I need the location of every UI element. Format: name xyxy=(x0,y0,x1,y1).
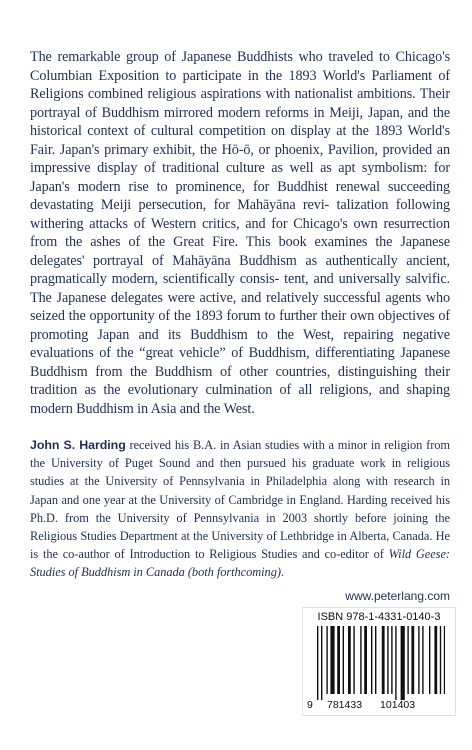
barcode-bar xyxy=(401,626,405,700)
barcode-bar xyxy=(411,626,414,694)
barcode-image xyxy=(313,626,445,700)
author-bio-italic: Wild Geese: Studies of Buddhism in Canada (both forthcoming) xyxy=(30,547,450,580)
barcode-bar xyxy=(407,626,408,694)
barcode-bar xyxy=(353,626,354,694)
barcode-digit-first: 9 xyxy=(307,699,313,711)
barcode-block xyxy=(302,607,456,716)
barcode-bar xyxy=(382,626,385,694)
barcode-bar xyxy=(360,626,361,694)
barcode-bar xyxy=(330,626,334,694)
barcode-bar xyxy=(391,626,392,694)
barcode-bar xyxy=(440,626,441,694)
barcode-bar xyxy=(343,626,344,694)
barcode-bar xyxy=(375,626,376,694)
barcode-bar xyxy=(317,626,318,700)
barcode-bar xyxy=(337,626,340,694)
author-bio-text: received his B.A. in Asian studies with a minor in religion from the University of Puget Sound and then pursued his graduate work in religious studies at the University of Pennsylvania in Philadelphia along with research in Japan and one year at the University of Cambridge in England. Harding received his Ph.D. from the University of Pennsylvania in 2003 shortly before joining the Religious Studies Department at the University of Lethbridge in Alberta, Canada. He is the co-author of Introduction to Religious Studies and co-editor of xyxy=(30,438,451,562)
barcode-bar xyxy=(422,626,423,694)
publisher-url[interactable]: www.peterlang.com xyxy=(345,589,450,603)
barcode-bar xyxy=(321,626,322,700)
author-name: John S. Harding xyxy=(30,438,126,452)
barcode-bar xyxy=(418,626,419,694)
barcode-bar xyxy=(371,626,372,694)
barcode-bar xyxy=(429,626,430,694)
barcode-digits-left: 781433 xyxy=(327,699,363,711)
barcode-bar xyxy=(395,626,396,700)
book-description: The remarkable group of Japanese Buddhists who traveled to Chicago's Columbian Exposition to participate in the 1893 World's Parliament of Religions combined religious aspirations with nationalist ambitions. Their portrayal of Buddhism mirrored modern reforms in Meiji, Japan, and the historical context of cultural competition on display at the 1893 World's Fair. Japan's primary exhibit, the Hō-ō, or phoenix, Pavilion, provided an impressive display of traditional culture as well as apt symbolism: for Japan's modern rise to prominence, for Buddhist renewal succeeding devastating Meiji persecution, for Mahāyāna revi- talization following withering attacks of Western critics, and for Chicago's own resurrection from the ashes of the Great Fire. This book examines the Japanese delegates' portrayal of Mahāyāna Buddhism as authentically ancient, pragmatically modern, scientifically consis- tent, and universally salvific. The Japanese delegates were active, and relatively successful agents who seized the opportunity of the 1893 forum to further their own objectives of promoting Japan and its Buddhism to the West, repairing negative evaluations of the “great vehicle” of Buddhism, differentiating Japanese Buddhism from the Buddhism of other countries, distinguishing their tradition as the evolutionary culmination of all religions, and shaping modern Buddhism in Asia and the West. xyxy=(30,49,450,417)
barcode-bar xyxy=(364,626,367,694)
author-bio-end: . xyxy=(280,565,284,580)
barcode-bar xyxy=(326,626,327,694)
author-bio xyxy=(30,436,450,582)
barcode-bar xyxy=(434,626,437,694)
barcode-bar xyxy=(348,626,351,694)
barcode-digits xyxy=(307,699,453,711)
barcode-bar xyxy=(387,626,388,694)
barcode-digits-right: 101403 xyxy=(380,699,416,711)
barcode-bar xyxy=(444,626,445,694)
isbn-label: ISBN 978-1-4331-0140-3 xyxy=(317,611,441,623)
